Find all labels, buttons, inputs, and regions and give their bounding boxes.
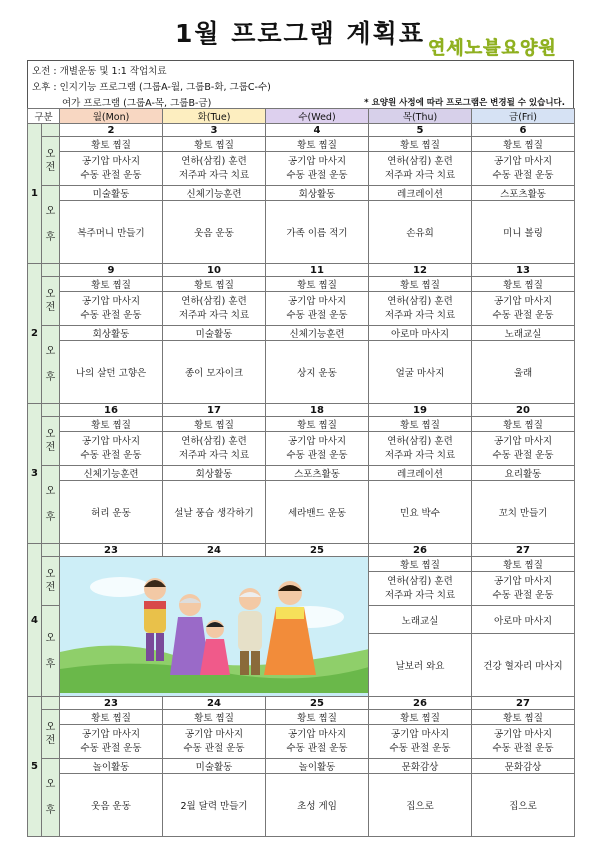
date-cell: 5 — [369, 124, 472, 137]
am-activity-cell — [163, 152, 266, 186]
pm-activity-cell: 상지 운동 — [266, 341, 369, 404]
am-activity-cell — [472, 152, 575, 186]
date-cell: 19 — [369, 404, 472, 417]
am-activity-cell — [369, 152, 472, 186]
pm-activity-cell: 웃음 운동 — [60, 774, 163, 837]
pm-category-cell: 노래교실 — [369, 606, 472, 634]
pm-category-row — [28, 326, 575, 341]
am-spa-cell: 황토 찜질 — [163, 277, 266, 292]
am-spa-cell: 황토 찜질 — [369, 137, 472, 152]
week-number: 3 — [28, 404, 42, 544]
am-spa-cell: 황토 찜질 — [60, 417, 163, 432]
pm-category-cell: 회상활동 — [163, 466, 266, 481]
am-activity-cell — [163, 292, 266, 326]
pm-activity-cell: 얼굴 마사지 — [369, 341, 472, 404]
am-activity-line2: 수동 관절 운동 — [492, 742, 554, 754]
am-activity-cell — [369, 572, 472, 606]
am-activity-cell — [369, 432, 472, 466]
pm-category-cell: 문화감상 — [472, 759, 575, 774]
am-activity-cell — [266, 432, 369, 466]
am-activity-line1: 연하(삼킴) 훈련 — [181, 295, 247, 307]
am-activity-cell — [163, 432, 266, 466]
pm-category-cell: 스포츠활동 — [472, 186, 575, 201]
pm-category-cell: 요리활동 — [472, 466, 575, 481]
afternoon-label: 오 후 — [42, 759, 60, 837]
am-spa-cell: 황토 찜질 — [266, 710, 369, 725]
am-activity-cell — [472, 432, 575, 466]
new-year-family-illustration — [60, 557, 369, 697]
date-cell: 17 — [163, 404, 266, 417]
am-activity-line1: 공기압 마사지 — [493, 435, 553, 447]
date-cell: 27 — [472, 544, 575, 557]
pm-activity-cell: 울래 — [472, 341, 575, 404]
date-cell: 11 — [266, 264, 369, 277]
am-activity-line2: 수동 관절 운동 — [286, 742, 348, 754]
date-cell: 24 — [163, 697, 266, 710]
am-activity-line1: 공기압 마사지 — [493, 295, 553, 307]
am-spa-cell: 황토 찜질 — [60, 710, 163, 725]
header-thu: 목(Thu) — [369, 109, 472, 124]
pm-category-cell: 미술활동 — [163, 326, 266, 341]
date-cell: 6 — [472, 124, 575, 137]
schedule-table — [27, 108, 575, 837]
morning-label: 오 전 — [42, 710, 60, 759]
am-activity-line1: 연하(삼킴) 훈련 — [387, 435, 453, 447]
pm-activity-row — [28, 201, 575, 264]
date-cell: 18 — [266, 404, 369, 417]
am-activity-line2: 저주파 자극 치료 — [178, 309, 250, 321]
am-activity-line2: 저주파 자극 치료 — [384, 589, 456, 601]
am-activity-line2: 저주파 자극 치료 — [384, 169, 456, 181]
date-row — [28, 124, 575, 137]
pm-category-cell: 문화감상 — [369, 759, 472, 774]
date-cell: 4 — [266, 124, 369, 137]
am-activity-line2: 수동 관절 운동 — [286, 169, 348, 181]
am-activity-cell — [60, 152, 163, 186]
pm-category-cell: 스포츠활동 — [266, 466, 369, 481]
date-cell: 24 — [163, 544, 266, 557]
am-spa-cell: 황토 찜질 — [369, 277, 472, 292]
date-cell: 9 — [60, 264, 163, 277]
date-cell: 3 — [163, 124, 266, 137]
am-activity-line2: 수동 관절 운동 — [286, 449, 348, 461]
am-activity-line1: 공기압 마사지 — [390, 728, 450, 740]
afternoon-label: 오 후 — [42, 326, 60, 404]
am-activity-line1: 공기압 마사지 — [287, 435, 347, 447]
pm-activity-cell: 건강 혈자리 마사지 — [472, 634, 575, 697]
am-top-row — [28, 137, 575, 152]
am-activity-line1: 공기압 마사지 — [81, 728, 141, 740]
am-activity-line1: 연하(삼킴) 훈련 — [181, 435, 247, 447]
morning-label: 오 전 — [42, 137, 60, 186]
am-top-row — [28, 557, 575, 572]
am-activity-cell — [472, 725, 575, 759]
am-activity-line2: 수동 관절 운동 — [183, 742, 245, 754]
date-row-spacer — [42, 697, 60, 710]
pm-activity-cell: 설날 풍습 생각하기 — [163, 481, 266, 544]
date-row-spacer — [42, 124, 60, 137]
info-leisure: 여가 프로그램 (그룹A-목, 그룹B-금) — [62, 98, 212, 109]
am-activity-row — [28, 725, 575, 759]
date-row-spacer — [42, 404, 60, 417]
info-morning: 오전 : 개별운동 및 1:1 작업치료 — [32, 66, 167, 77]
afternoon-label: 오 후 — [42, 466, 60, 544]
pm-activity-row — [28, 774, 575, 837]
date-row-spacer — [42, 264, 60, 277]
page-title: 1월 프로그램 계획표 — [174, 19, 425, 48]
morning-label: 오 전 — [42, 277, 60, 326]
pm-activity-cell: 손유희 — [369, 201, 472, 264]
week-number: 2 — [28, 264, 42, 404]
program-info — [27, 60, 574, 110]
am-activity-line2: 수동 관절 운동 — [492, 449, 554, 461]
date-cell: 2 — [60, 124, 163, 137]
facility-logo-text: 연세노블요양원 — [428, 38, 557, 59]
pm-category-cell: 회상활동 — [266, 186, 369, 201]
pm-category-cell: 미술활동 — [60, 186, 163, 201]
pm-activity-cell: 날보러 와요 — [369, 634, 472, 697]
pm-activity-cell: 미니 볼링 — [472, 201, 575, 264]
am-activity-line1: 공기압 마사지 — [81, 155, 141, 167]
am-spa-cell: 황토 찜질 — [60, 277, 163, 292]
am-activity-line1: 공기압 마사지 — [184, 728, 244, 740]
am-spa-cell: 황토 찜질 — [369, 417, 472, 432]
header-mon: 월(Mon) — [60, 109, 163, 124]
am-activity-line1: 공기압 마사지 — [287, 155, 347, 167]
date-cell: 20 — [472, 404, 575, 417]
info-afternoon: 오후 : 인지기능 프로그램 (그룹A-월, 그룹B-화, 그룹C-수) — [32, 82, 271, 93]
am-spa-cell: 황토 찜질 — [472, 137, 575, 152]
am-activity-row — [28, 292, 575, 326]
date-row — [28, 697, 575, 710]
date-cell: 13 — [472, 264, 575, 277]
am-activity-line1: 공기압 마사지 — [287, 295, 347, 307]
pm-activity-cell: 2월 달력 만들기 — [163, 774, 266, 837]
am-activity-line1: 연하(삼킴) 훈련 — [181, 155, 247, 167]
date-cell: 16 — [60, 404, 163, 417]
am-activity-line2: 수동 관절 운동 — [492, 589, 554, 601]
am-spa-cell: 황토 찜질 — [369, 557, 472, 572]
am-activity-cell — [266, 152, 369, 186]
am-activity-line1: 연하(삼킴) 훈련 — [387, 575, 453, 587]
date-cell: 10 — [163, 264, 266, 277]
am-activity-cell — [369, 725, 472, 759]
am-activity-cell — [266, 292, 369, 326]
pm-category-cell: 미술활동 — [163, 759, 266, 774]
am-activity-cell — [369, 292, 472, 326]
am-spa-cell: 황토 찜질 — [266, 417, 369, 432]
pm-category-cell: 놀이활동 — [266, 759, 369, 774]
am-activity-row — [28, 152, 575, 186]
am-spa-cell: 황토 찜질 — [472, 277, 575, 292]
pm-category-row — [28, 466, 575, 481]
am-spa-cell: 황토 찜질 — [163, 710, 266, 725]
am-activity-line2: 수동 관절 운동 — [389, 742, 451, 754]
header-gubun: 구분 — [28, 109, 60, 124]
pm-category-cell: 놀이활동 — [60, 759, 163, 774]
pm-category-cell: 신체기능훈련 — [163, 186, 266, 201]
am-activity-line2: 저주파 자극 치료 — [178, 169, 250, 181]
hanbok-family-image — [60, 557, 369, 693]
am-spa-cell: 황토 찜질 — [266, 277, 369, 292]
pm-activity-cell: 웃음 운동 — [163, 201, 266, 264]
pm-activity-cell: 허리 운동 — [60, 481, 163, 544]
am-activity-line2: 수동 관절 운동 — [80, 309, 142, 321]
am-activity-cell — [60, 292, 163, 326]
am-activity-line1: 공기압 마사지 — [493, 155, 553, 167]
date-row — [28, 404, 575, 417]
am-spa-cell: 황토 찜질 — [472, 417, 575, 432]
pm-activity-cell: 집으로 — [472, 774, 575, 837]
am-activity-line1: 연하(삼킴) 훈련 — [387, 295, 453, 307]
pm-activity-row — [28, 341, 575, 404]
am-activity-line1: 연하(삼킴) 훈련 — [387, 155, 453, 167]
header-fri: 금(Fri) — [472, 109, 575, 124]
pm-activity-cell: 종이 모자이크 — [163, 341, 266, 404]
pm-activity-cell: 민요 박수 — [369, 481, 472, 544]
am-spa-cell: 황토 찜질 — [163, 417, 266, 432]
am-spa-cell: 황토 찜질 — [472, 710, 575, 725]
am-activity-cell — [472, 572, 575, 606]
am-spa-cell: 황토 찜질 — [472, 557, 575, 572]
am-top-row — [28, 710, 575, 725]
header-wed: 수(Wed) — [266, 109, 369, 124]
week-number: 5 — [28, 697, 42, 837]
info-note: * 요양원 사정에 따라 프로그램은 변경될 수 있습니다. — [364, 98, 565, 108]
am-activity-line2: 저주파 자극 치료 — [384, 309, 456, 321]
am-activity-line2: 저주파 자극 치료 — [178, 449, 250, 461]
am-activity-line1: 공기압 마사지 — [81, 435, 141, 447]
pm-category-cell: 레크레이션 — [369, 466, 472, 481]
am-top-row — [28, 417, 575, 432]
pm-activity-cell: 가족 이름 적기 — [266, 201, 369, 264]
date-cell: 23 — [60, 544, 163, 557]
date-cell: 26 — [369, 697, 472, 710]
afternoon-label: 오 후 — [42, 186, 60, 264]
pm-category-cell: 레크레이션 — [369, 186, 472, 201]
morning-label: 오 전 — [42, 417, 60, 466]
date-row — [28, 544, 575, 557]
date-cell: 12 — [369, 264, 472, 277]
am-activity-line1: 공기압 마사지 — [287, 728, 347, 740]
am-spa-cell: 황토 찜질 — [369, 710, 472, 725]
date-cell: 25 — [266, 544, 369, 557]
am-activity-cell — [163, 725, 266, 759]
am-activity-line2: 수동 관절 운동 — [492, 309, 554, 321]
am-activity-cell — [60, 725, 163, 759]
date-cell: 27 — [472, 697, 575, 710]
pm-activity-cell: 초성 게임 — [266, 774, 369, 837]
pm-category-cell: 아로마 마사지 — [472, 606, 575, 634]
pm-activity-cell: 세라밴드 운동 — [266, 481, 369, 544]
pm-category-cell: 노래교실 — [472, 326, 575, 341]
am-activity-row — [28, 432, 575, 466]
morning-label: 오 전 — [42, 557, 60, 606]
date-row-spacer — [42, 544, 60, 557]
week-number: 4 — [28, 544, 42, 697]
date-row — [28, 264, 575, 277]
header-tue: 화(Tue) — [163, 109, 266, 124]
pm-activity-cell: 나의 살던 고향은 — [60, 341, 163, 404]
week-number: 1 — [28, 124, 42, 264]
pm-activity-cell: 집으로 — [369, 774, 472, 837]
am-activity-cell — [60, 432, 163, 466]
am-activity-line1: 공기압 마사지 — [493, 728, 553, 740]
am-activity-line2: 수동 관절 운동 — [80, 742, 142, 754]
am-activity-cell — [472, 292, 575, 326]
pm-activity-row — [28, 481, 575, 544]
date-cell: 23 — [60, 697, 163, 710]
pm-category-cell: 신체기능훈련 — [266, 326, 369, 341]
am-spa-cell: 황토 찜질 — [266, 137, 369, 152]
pm-category-cell: 아로마 마사지 — [369, 326, 472, 341]
am-top-row — [28, 277, 575, 292]
pm-category-cell: 회상활동 — [60, 326, 163, 341]
pm-category-row — [28, 759, 575, 774]
pm-category-cell: 신체기능훈련 — [60, 466, 163, 481]
date-cell: 26 — [369, 544, 472, 557]
am-activity-cell — [266, 725, 369, 759]
am-activity-line2: 수동 관절 운동 — [492, 169, 554, 181]
afternoon-label: 오 후 — [42, 606, 60, 697]
am-activity-line1: 공기압 마사지 — [493, 575, 553, 587]
pm-category-row — [28, 186, 575, 201]
header-row — [28, 109, 575, 124]
pm-activity-cell: 꼬치 만들기 — [472, 481, 575, 544]
am-activity-line2: 저주파 자극 치료 — [384, 449, 456, 461]
pm-activity-cell: 복주머니 만들기 — [60, 201, 163, 264]
am-activity-line2: 수동 관절 운동 — [80, 449, 142, 461]
am-activity-line2: 수동 관절 운동 — [286, 309, 348, 321]
date-cell: 25 — [266, 697, 369, 710]
am-spa-cell: 황토 찜질 — [60, 137, 163, 152]
am-activity-line1: 공기압 마사지 — [81, 295, 141, 307]
am-spa-cell: 황토 찜질 — [163, 137, 266, 152]
am-activity-line2: 수동 관절 운동 — [80, 169, 142, 181]
